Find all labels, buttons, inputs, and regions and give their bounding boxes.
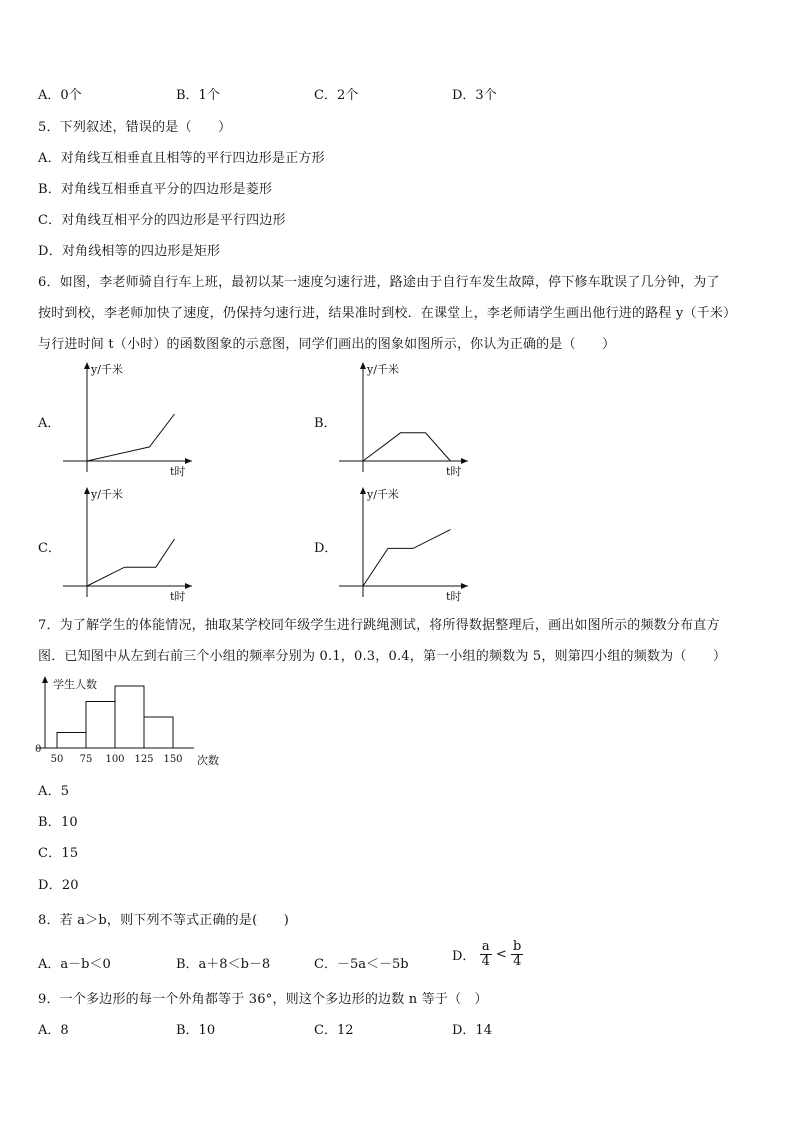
q6-stem-line-3: 与行进时间 t（小时）的函数图象的示意图，同学们画出的图象如图所示，你认为正确的是（ ）: [38, 337, 616, 352]
q8-option-c: C．－5a＜－5b: [314, 957, 409, 972]
q6-stem-line-1: 6．如图，李老师骑自行车上班，最初以某一速度匀速行进，路途由于自行车发生故障，停下修车耽误了几分钟，为了: [38, 275, 720, 290]
y-axis-arrow: [84, 487, 90, 494]
x-axis-label: t时: [170, 590, 186, 603]
less-than-sign: <: [496, 947, 507, 962]
q8-stem: 8．若 a＞b，则下列不等式正确的是( ): [38, 913, 290, 928]
q4-option-d: D．3个: [452, 88, 497, 103]
q7-histogram: [32, 674, 232, 768]
q6-graph-a: [60, 360, 220, 480]
x-tick-label: 75: [79, 754, 93, 765]
q4-option-b: B．1个: [176, 88, 220, 103]
origin-label: 0: [35, 744, 42, 755]
q9-option-a: A．8: [38, 1023, 69, 1038]
q7-option-a: A．5: [38, 784, 70, 799]
q9-option-d: D．14: [452, 1023, 492, 1038]
fraction-b-over-4: [511, 940, 523, 969]
q9-stem: 9．一个多边形的每一个外角都等于 36°，则这个多边形的边数 n 等于（ ）: [38, 992, 488, 1007]
histogram-bar: [57, 733, 86, 749]
q6-graph-d-letter: D．: [314, 541, 338, 556]
y-axis-label: y/千米: [367, 363, 399, 376]
q4-option-a: A．0个: [38, 88, 82, 103]
histogram-bar: [144, 717, 173, 748]
q5-option-b: B．对角线互相垂直平分的四边形是菱形: [38, 182, 273, 197]
q5-option-a: A．对角线互相垂直且相等的平行四边形是正方形: [38, 151, 325, 166]
q7-stem-line-2: 图．已知图中从左到右前三个小组的频率分别为 0.1，0.3，0.4，第一小组的频数为 5，则第四小组的频数为（ ）: [38, 649, 727, 664]
q6-graph-c: [60, 485, 220, 605]
q8-option-a: A．a－b＜0: [38, 957, 111, 972]
q5-option-d: D．对角线相等的四边形是矩形: [38, 244, 221, 259]
x-axis-label: t时: [446, 465, 462, 478]
fraction-numerator: a: [480, 940, 492, 955]
q5-stem: 5．下列叙述，错误的是（ ）: [38, 120, 232, 135]
fraction-a-over-4: [480, 940, 492, 969]
q8-option-b: B．a＋8＜b－8: [176, 957, 271, 972]
fraction-numerator: b: [513, 939, 522, 954]
q9-option-c: C．12: [314, 1023, 354, 1038]
x-tick-label: 100: [105, 754, 125, 765]
y-axis-label: y/千米: [91, 363, 123, 376]
y-axis-label: 学生人数: [53, 678, 97, 691]
x-axis-arrow: [185, 583, 192, 589]
q8-option-d-letter: D．: [452, 949, 476, 964]
histogram-bar: [86, 702, 115, 749]
graph-line: [363, 433, 451, 461]
q6-graph-a-letter: A．: [38, 416, 61, 431]
x-axis-label: t时: [170, 465, 186, 478]
q6-graph-c-letter: C．: [38, 541, 61, 556]
q6-stem-line-2: 按时到校，李老师加快了速度，仍保持匀速行进，结果准时到校．在课堂上，李老师请学生画出他行进的路程 y（千米）: [38, 306, 737, 321]
q7-stem-line-1: 7．为了解学生的体能情况，抽取某学校同年级学生进行跳绳测试，将所得数据整理后，画出如图所示的频数分布直方: [38, 618, 720, 633]
q7-option-c: C．15: [38, 846, 79, 861]
graph-line: [363, 530, 451, 586]
graph-line: [87, 539, 175, 586]
q4-option-c: C．2个: [314, 88, 359, 103]
fraction-denominator: 4: [513, 954, 522, 969]
y-axis-label: y/千米: [91, 488, 123, 501]
q6-graph-b-letter: B．: [314, 416, 337, 431]
q9-option-b: B．10: [176, 1023, 216, 1038]
q6-graph-b: [336, 360, 496, 480]
y-axis-arrow: [84, 362, 90, 369]
histogram-bar: [115, 686, 144, 748]
q7-option-b: B．10: [38, 815, 78, 830]
graph-line: [87, 414, 175, 461]
x-tick-label: 150: [163, 754, 183, 765]
q7-option-d: D．20: [38, 878, 79, 893]
x-tick-label: 50: [50, 754, 64, 765]
q6-graph-d: [336, 485, 496, 605]
x-axis-arrow: [185, 458, 192, 464]
x-axis-arrow: [461, 458, 468, 464]
fraction-denominator: 4: [481, 954, 490, 969]
x-tick-label: 125: [134, 754, 154, 765]
x-axis-label: 次数: [197, 754, 219, 767]
q5-option-c: C．对角线互相平分的四边形是平行四边形: [38, 213, 286, 228]
x-axis-arrow: [461, 583, 468, 589]
q8-option-d: [452, 940, 523, 969]
x-axis-label: t时: [446, 590, 462, 603]
y-axis-arrow: [360, 487, 366, 494]
y-axis-label: y/千米: [367, 488, 399, 501]
y-axis-arrow: [360, 362, 366, 369]
y-axis-arrow: [42, 676, 48, 683]
